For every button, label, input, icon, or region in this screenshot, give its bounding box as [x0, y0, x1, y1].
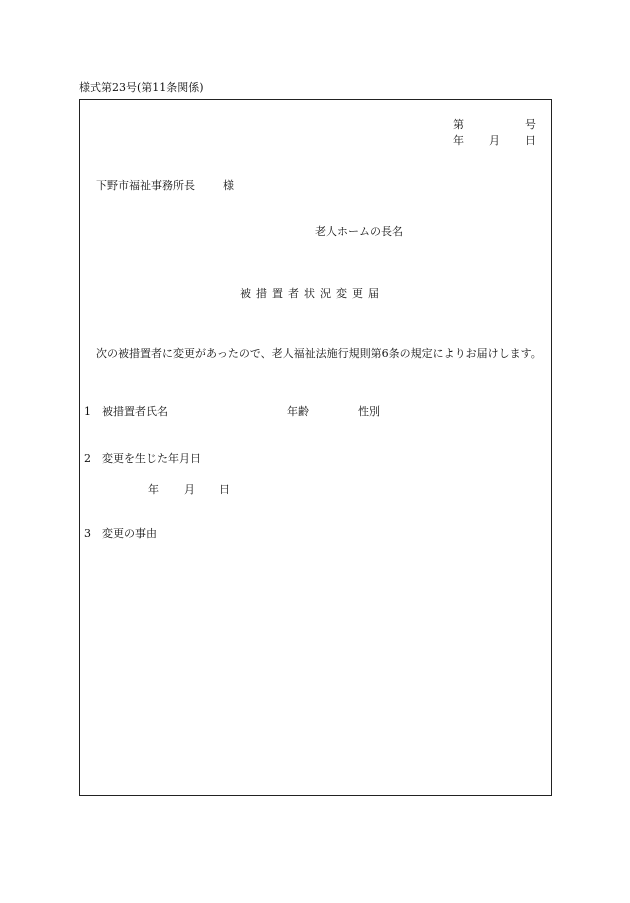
item3-label: 3 変更の事由: [84, 527, 157, 540]
item1-label: 1 被措置者氏名: [84, 405, 168, 418]
date-day: 日: [525, 134, 536, 147]
item2-month: 月: [184, 483, 195, 496]
date-month: 月: [489, 134, 500, 147]
item2-year: 年: [148, 483, 159, 496]
sender-label: 老人ホームの長名: [315, 225, 403, 238]
document-title: 被措置者状況変更届: [240, 287, 384, 300]
doc-number-dai: 第: [453, 118, 464, 131]
item2-label: 2 変更を生じた年月日: [84, 452, 201, 465]
item2-day: 日: [219, 483, 230, 496]
item1-age-label: 年齢: [287, 405, 309, 418]
addressee-name: 下野市福祉事務所長: [96, 179, 195, 192]
addressee-honorific: 様: [223, 179, 234, 192]
doc-number-go: 号: [525, 118, 536, 131]
date-year: 年: [453, 134, 464, 147]
item1-gender-label: 性別: [358, 405, 380, 418]
form-number: 様式第23号(第11条関係): [79, 81, 204, 94]
body-text: 次の被措置者に変更があったので、老人福祉法施行規則第6条の規定によりお届けします。: [96, 347, 542, 360]
form-frame: [79, 99, 552, 796]
